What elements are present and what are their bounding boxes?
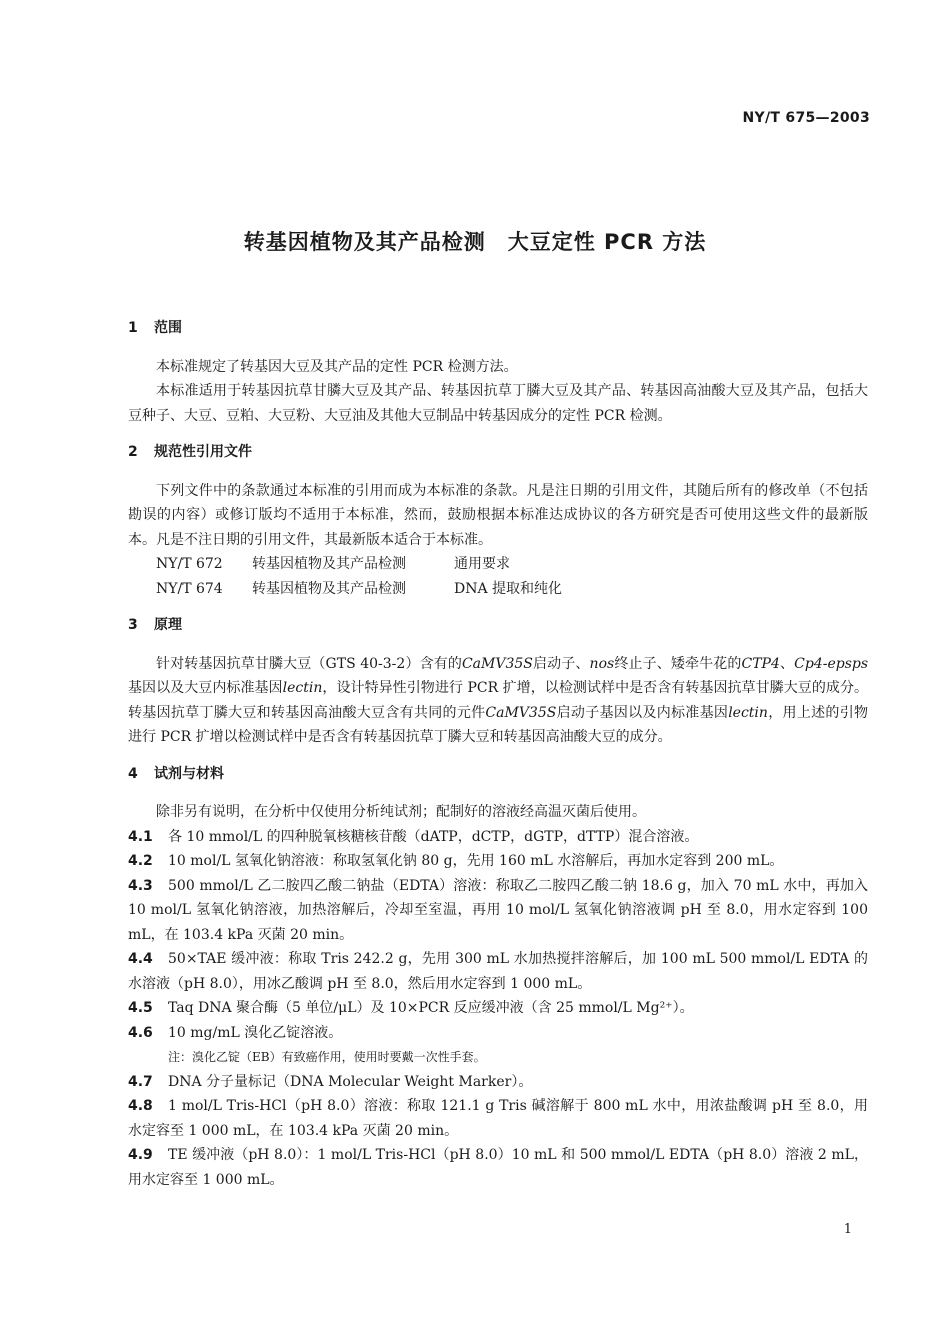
item-text: 各 10 mmol/L 的四种脱氧核糖核苷酸（dATP，dCTP，dGTP，dTTP）混合溶液。 [168,828,699,845]
section-title: 试剂与材料 [154,765,224,782]
section-1-heading [128,316,868,341]
section-2-paragraph-1: 下列文件中的条款通过本标准的引用而成为本标准的条款。凡是注日期的引用文件，其随后所有的修改单（不包括勘误的内容）或修订版均不适用于本标准，然而，鼓励根据本标准达成协议的各方研究是否可使用这些文件的最新版本。凡是不注日期的引用文件，其最新版本适合于本标准。 [128,482,868,548]
reagent-item [128,1021,868,1046]
item-number: 4.1 [128,828,153,845]
reference-item [128,552,868,577]
section-4-intro: 除非另有说明，在分析中仅使用分析纯试剂；配制好的溶液经高温灭菌后使用。 [156,804,646,820]
item-number: 4.2 [128,853,153,869]
reagent-item [128,1143,868,1192]
section-number: 1 [128,320,138,336]
section-3-heading [128,613,868,638]
section-3-paragraph: 针对转基因抗草甘膦大豆（GTS 40-3-2）含有的CaMV35S启动子、nos终止子、矮牵牛花的CTP4、Cp4-epsps基因以及大豆内标准基因lectin，设计特异性引物进行 PCR 扩增，以检测试样中是否含有转基因抗草甘膦大豆的成分。转基因抗草丁膦大豆和转基因高油酸大豆含有共同的元件CaMV35S启动子基因以及内标准基因lectin，用上述的引物进行 PCR 扩增以检测试样中是否含有转基因抗草丁膦大豆和转基因高油酸大豆的成分。 [128,655,869,745]
item-number: 4.7 [128,1073,153,1090]
section-1-paragraph-1: 本标准规定了转基因大豆及其产品的定性 PCR 检测方法。 [156,358,518,375]
reference-subtitle: 通用要求 [454,556,510,572]
reagent-item [128,874,868,948]
section-title: 规范性引用文件 [154,444,252,460]
section-number: 2 [128,444,138,460]
gene-term: lectin [282,680,323,696]
reference-code: NY/T 674 [156,580,223,597]
item-number: 4.5 [128,1000,153,1016]
reagent-item [128,849,868,874]
reagent-item [128,1094,868,1143]
standard-code: NY/T 675—2003 [742,110,870,126]
document-body [128,316,868,1192]
reference-title: 转基因植物及其产品检测 [252,580,406,597]
item-text: TE 缓冲液（pH 8.0）：1 mol/L Tris-HCl（pH 8.0）10 mL 和 500 mmol/L EDTA（pH 8.0）溶液 2 mL，用水定容至 1 000 mL。 [128,1147,868,1188]
item-number: 4.6 [128,1024,153,1041]
document-title: 转基因植物及其产品检测 大豆定性 PCR 方法 [243,230,707,254]
reference-title: 转基因植物及其产品检测 [252,556,406,572]
gene-term: Cp4-epsps [794,655,869,672]
gene-term: CaMV35S [485,704,557,721]
item-text: 1 mol/L Tris-HCl（pH 8.0）溶液：称取 121.1 g Tris 碱溶解于 800 mL 水中，用浓盐酸调 pH 至 8.0，用水定容至 1 000 mL，在 103.4 kPa 灭菌 20 min。 [128,1098,868,1139]
section-2-heading [128,440,868,465]
reagent-item [128,1070,868,1095]
reference-item [128,577,868,602]
gene-term: nos [589,655,615,672]
section-title: 范围 [154,320,182,336]
page-number: 1 [843,1222,852,1237]
item-number: 4.8 [128,1098,153,1114]
item-text: DNA 分子量标记（DNA Molecular Weight Marker）。 [168,1073,533,1090]
section-4-heading [128,762,868,787]
item-number: 4.3 [128,877,153,894]
section-1-paragraph-2: 本标准适用于转基因抗草甘膦大豆及其产品、转基因抗草丁膦大豆及其产品、转基因高油酸大豆及其产品，包括大豆种子、大豆、豆粕、大豆粉、大豆油及其他大豆制品中转基因成分的定性 PCR 检测。 [128,383,868,424]
gene-term: CTP4 [741,655,780,672]
safety-note: 注：溴化乙锭（EB）有致癌作用，使用时要戴一次性手套。 [168,1050,486,1064]
item-number: 4.9 [128,1147,153,1163]
section-number: 3 [128,617,138,633]
section-number: 4 [128,765,138,782]
item-text: 10 mg/mL 溴化乙锭溶液。 [168,1024,343,1041]
item-number: 4.4 [128,951,153,967]
item-text: 50×TAE 缓冲液：称取 Tris 242.2 g，先用 300 mL 水加热搅拌溶解后，加 100 mL 500 mmol/L EDTA 的水溶液（pH 8.0），用冰乙酸调 pH 至 8.0，然后用水定容到 1 000 mL。 [128,951,868,992]
reagent-item [128,825,868,850]
reference-code: NY/T 672 [156,556,223,572]
reagent-item [128,947,868,996]
item-text: Taq DNA 聚合酶（5 单位/μL）及 10×PCR 反应缓冲液（含 25 mmol/L Mg²⁺）。 [168,1000,694,1016]
item-text: 500 mmol/L 乙二胺四乙酸二钠盐（EDTA）溶液：称取乙二胺四乙酸二钠 18.6 g，加入 70 mL 水中，再加入 10 mol/L 氢氧化钠溶液，加热溶解后，冷却至室温，再用 10 mol/L 氢氧化钠溶液调 pH 至 8.0，用水定容到 100 mL，在 103.4 kPa 灭菌 20 min。 [128,877,868,943]
reagent-item [128,996,868,1021]
gene-term: CaMV35S [461,655,533,672]
gene-term: lectin [728,704,768,721]
item-text: 10 mol/L 氢氧化钠溶液：称取氢氧化钠 80 g，先用 160 mL 水溶解后，再加水定容到 200 mL。 [168,853,784,869]
section-title: 原理 [154,617,182,633]
reference-subtitle: DNA 提取和纯化 [454,580,563,597]
